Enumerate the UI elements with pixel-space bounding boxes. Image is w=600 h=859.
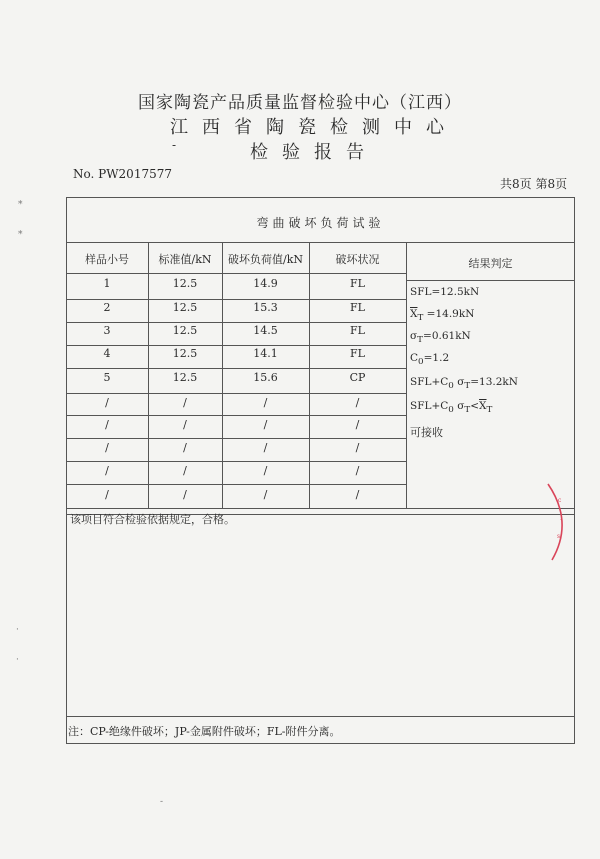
- scan-mark: *: [18, 200, 23, 210]
- result-accept: 可接收: [410, 426, 443, 439]
- cell-failure-load: 15.6: [253, 371, 278, 384]
- cell-failure-load: /: [263, 464, 268, 477]
- column-header-load: 破坏负荷值/kN: [228, 253, 303, 266]
- header-line-1: 国家陶瓷产品质量监督检验中心（江西）: [138, 93, 462, 113]
- cell-failure-mode: FL: [350, 324, 365, 337]
- cell-standard-value: 12.5: [172, 324, 198, 337]
- cell-failure-mode: /: [355, 464, 360, 477]
- result-sigma: $\sigma_T=0.61kN$: [410, 330, 471, 346]
- test-title: 弯曲破坏负荷试验: [256, 216, 385, 230]
- cell-failure-mode: FL: [350, 347, 365, 360]
- footnote: 注：CP-绝缘件破坏；JP-金属附件破坏；FL-附件分离。: [68, 725, 341, 738]
- svg-text:c: c: [558, 497, 562, 504]
- cell-standard-value: /: [183, 464, 187, 477]
- svg-text:s: s: [557, 533, 561, 540]
- cell-sample-no: /: [105, 464, 109, 477]
- cell-failure-load: 15.3: [253, 301, 278, 314]
- table-rule: [406, 280, 575, 281]
- cell-sample-no: 1: [103, 277, 111, 290]
- result-c0: $C_0=1.2$: [410, 352, 450, 368]
- scan-mark: *: [18, 230, 23, 240]
- table-rule: [66, 345, 406, 346]
- cell-failure-mode: /: [355, 418, 360, 431]
- table-rule: [66, 415, 406, 416]
- svg-text:·: ·: [560, 517, 562, 524]
- cell-failure-mode: /: [355, 396, 360, 409]
- table-rule: [66, 273, 406, 274]
- table-rule: [66, 368, 406, 369]
- cell-failure-mode: FL: [350, 301, 365, 314]
- cell-standard-value: 12.5: [172, 347, 198, 360]
- cell-sample-no: 2: [103, 301, 111, 314]
- column-header-result: 结果判定: [468, 257, 513, 270]
- seal-stamp-fragment: [540, 482, 574, 562]
- cell-sample-no: /: [105, 418, 109, 431]
- result-sfl: SFL=12.5kN: [410, 286, 480, 298]
- cell-failure-load: 14.1: [253, 347, 278, 360]
- header-dash: -: [172, 138, 177, 152]
- cell-failure-load: 14.9: [253, 277, 278, 290]
- result-mean: $\overline{X}_T =14.9kN$: [410, 308, 475, 324]
- cell-standard-value: /: [183, 441, 187, 454]
- result-formula-2: $SFL+C_0$ $\sigma_T<\overline{X}_T$: [410, 400, 493, 416]
- column-header-standard: 标准值/kN: [158, 253, 212, 266]
- column-header-sample: 样品小号: [85, 253, 129, 266]
- cell-failure-mode: CP: [349, 371, 366, 384]
- cell-sample-no: 3: [103, 324, 111, 337]
- table-rule: [66, 299, 406, 300]
- header-line-2: 江西省陶瓷检测中心: [170, 117, 458, 138]
- cell-standard-value: /: [183, 488, 187, 501]
- table-rule: [66, 393, 406, 394]
- table-rule: [66, 484, 406, 485]
- table-rule: [66, 438, 406, 439]
- scan-mark: ·: [16, 625, 19, 635]
- cell-failure-mode: /: [355, 488, 360, 501]
- cell-failure-load: /: [263, 396, 268, 409]
- table-rule: [66, 461, 406, 462]
- page-info: 共8页 第8页: [500, 177, 568, 191]
- cell-standard-value: 12.5: [172, 371, 198, 384]
- cell-failure-mode: /: [355, 441, 360, 454]
- table-rule: [66, 508, 575, 509]
- cell-failure-load: 14.5: [253, 324, 278, 337]
- table-column-rule: [406, 242, 407, 508]
- cell-sample-no: 5: [103, 371, 111, 384]
- cell-failure-load: /: [263, 418, 268, 431]
- cell-failure-load: /: [263, 441, 268, 454]
- cell-failure-load: /: [263, 488, 268, 501]
- cell-sample-no: 4: [103, 347, 111, 360]
- column-header-failure: 破坏状况: [335, 253, 380, 266]
- cell-failure-mode: FL: [350, 277, 365, 290]
- cell-sample-no: /: [105, 441, 109, 454]
- cell-sample-no: /: [105, 396, 109, 409]
- cell-sample-no: /: [105, 488, 109, 501]
- scan-mark: -: [160, 797, 164, 807]
- scan-mark: ·: [16, 655, 19, 665]
- table-rule: [66, 242, 575, 243]
- header-line-3: 检验报告: [250, 142, 378, 163]
- result-formula-1: $SFL+C_0$ $\sigma_T=13.2kN$: [410, 376, 518, 392]
- cell-standard-value: 12.5: [172, 301, 198, 314]
- cell-standard-value: /: [183, 418, 187, 431]
- table-rule: [66, 322, 406, 323]
- cell-standard-value: /: [183, 396, 187, 409]
- conclusion-text: 该项目符合检验依据规定，合格。: [70, 513, 235, 526]
- report-number: No. PW2017577: [73, 167, 172, 181]
- cell-standard-value: 12.5: [172, 277, 198, 290]
- table-rule: [66, 716, 575, 717]
